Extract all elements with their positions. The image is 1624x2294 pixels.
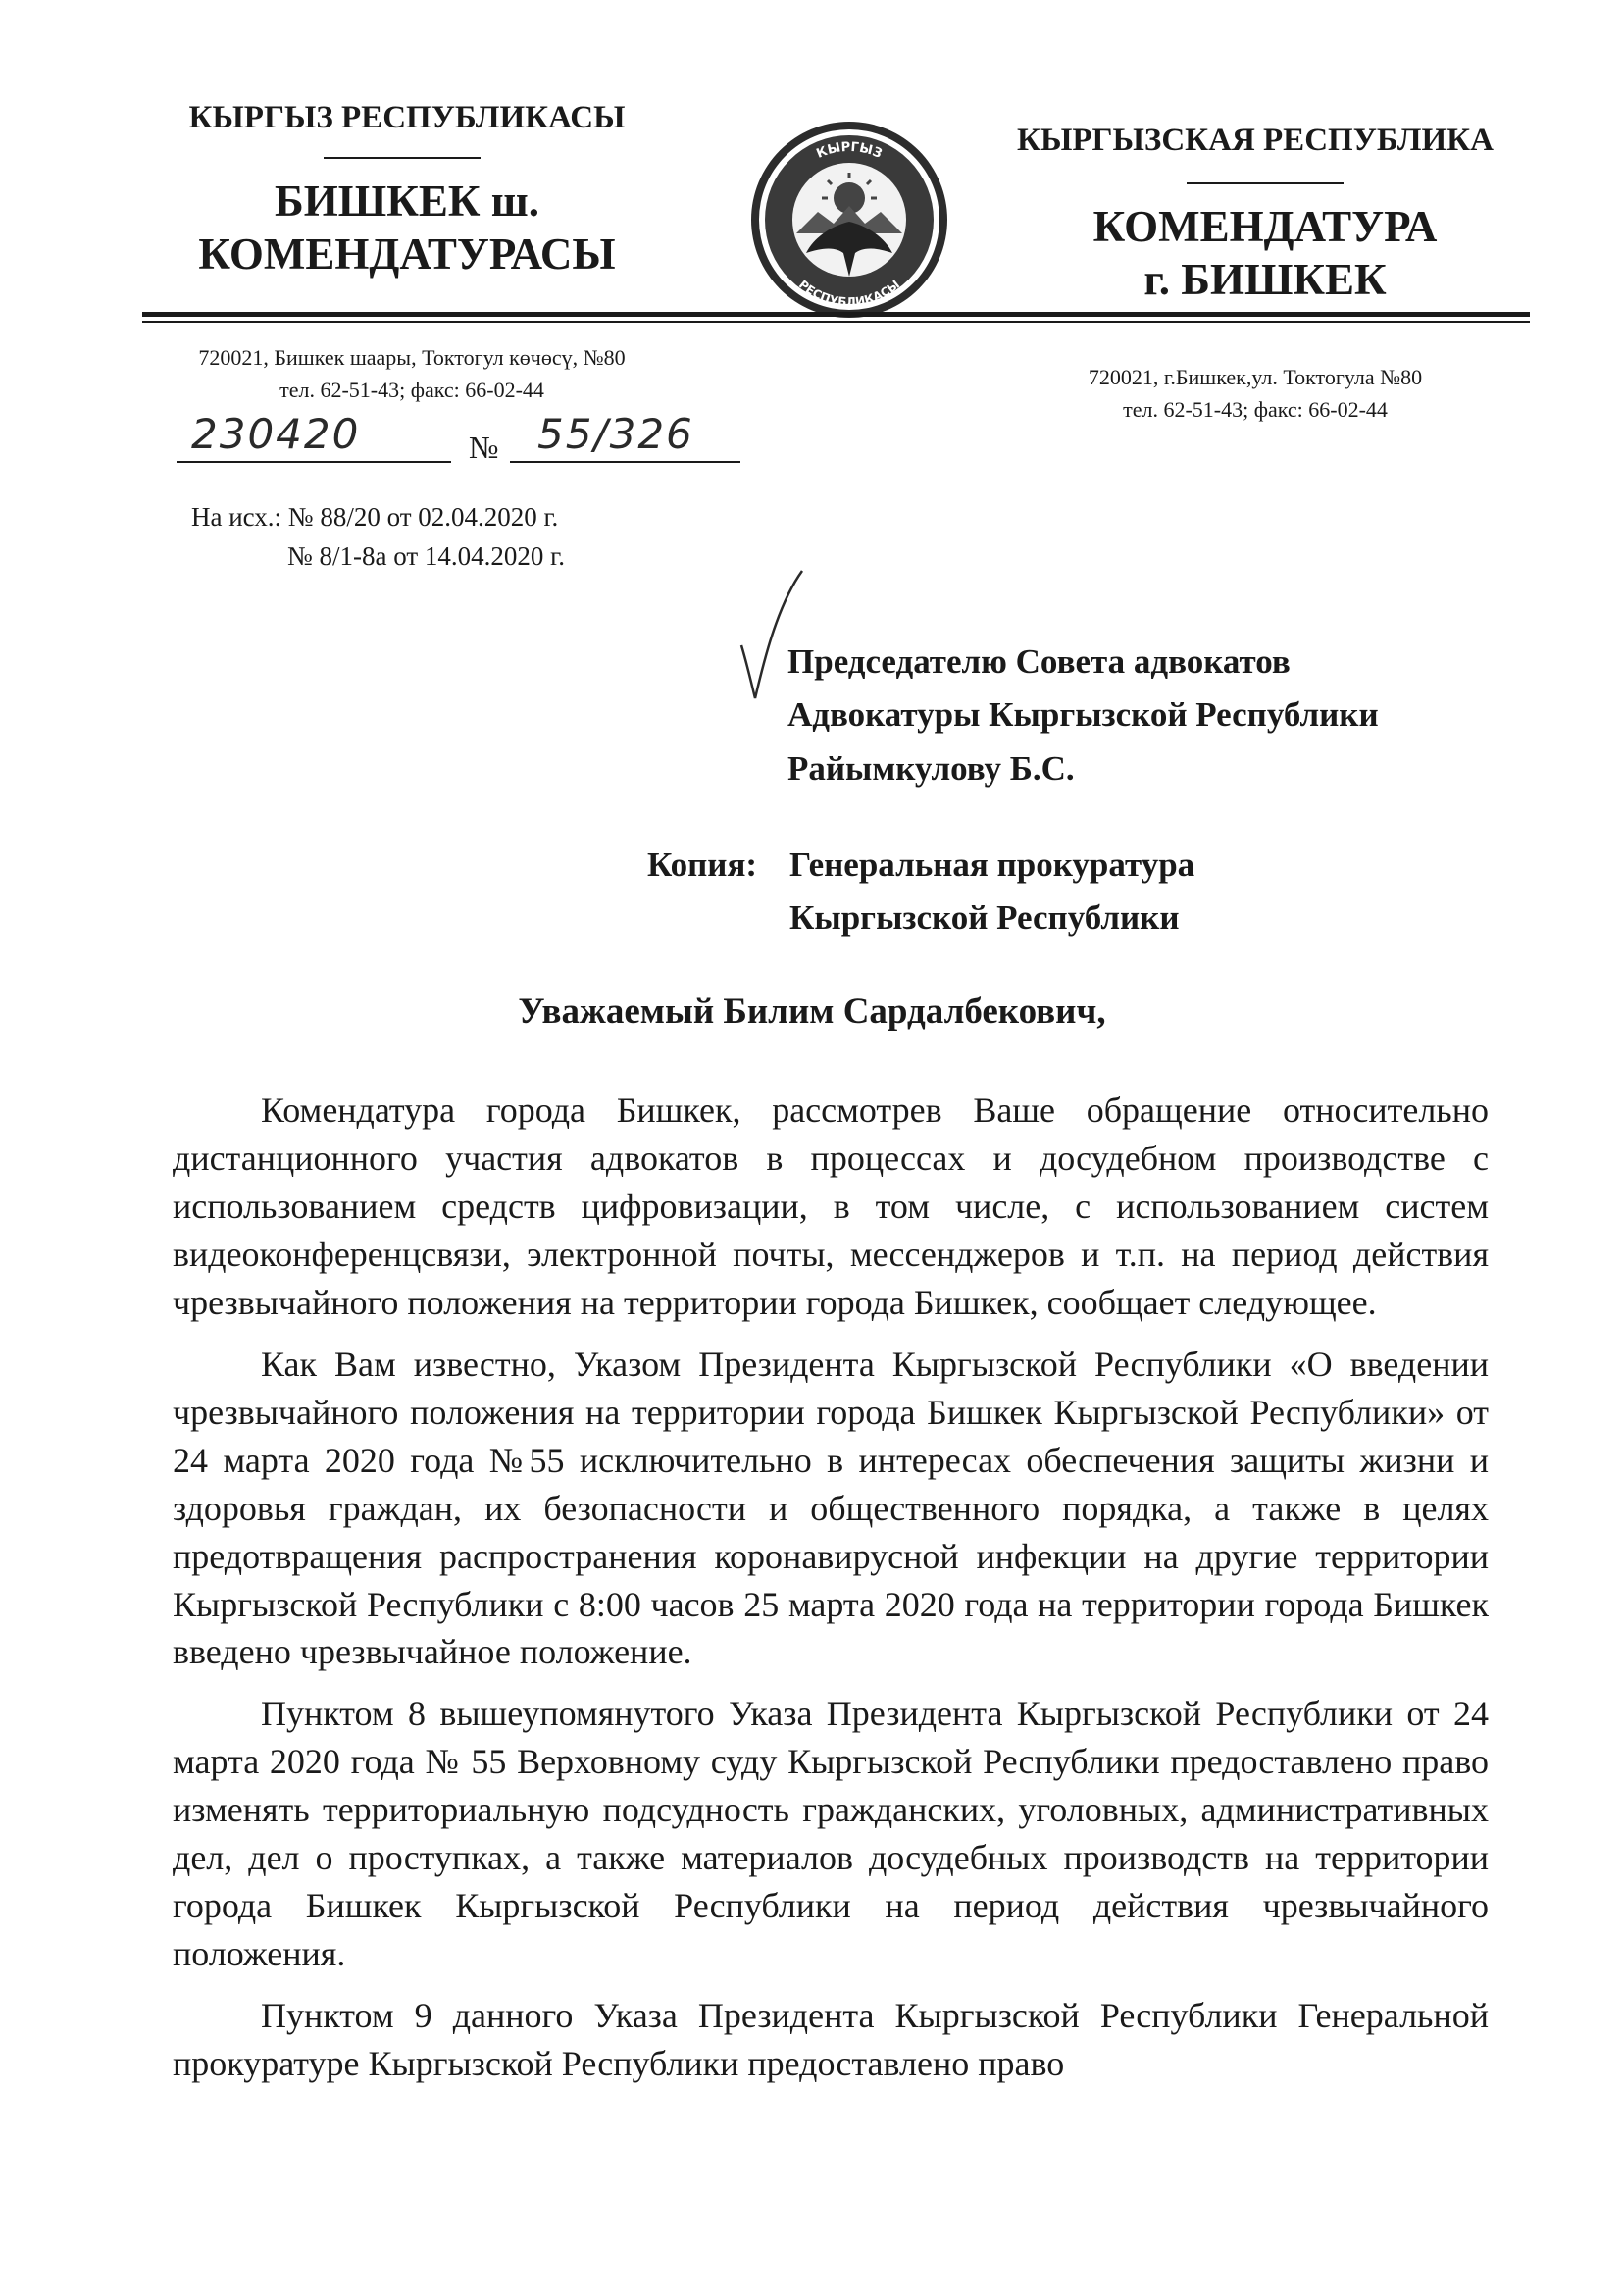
header-left-office-line1: БИШКЕК ш. — [275, 177, 539, 226]
header-left-divider — [324, 157, 481, 159]
addressee — [787, 636, 1379, 795]
emblem-bottom-text: РЕСПУБЛИКАСЫ — [795, 277, 903, 310]
header-right-address-line2: тел. 62-51-43; факс: 66-02-44 — [1123, 397, 1388, 422]
emblem-top-text: КЫРГЫЗ — [814, 139, 885, 162]
coat-of-arms-icon — [745, 116, 953, 324]
registration-date: 230420 — [191, 410, 361, 458]
header-rule-thin — [142, 321, 1530, 323]
header-left-address-line2: тел. 62-51-43; факс: 66-02-44 — [279, 378, 544, 402]
copy-label: Копия: — [647, 845, 758, 884]
reference-line2: № 8/1-8а от 14.04.2020 г. — [287, 541, 565, 571]
header-right-address — [1030, 361, 1481, 426]
header-right-office-line1: КОМЕНДАТУРА — [1092, 202, 1438, 251]
addressee-line2: Адвокатуры Кыргызской Республики — [787, 695, 1379, 735]
header-left-country: КЫРГЫЗ РЕСПУБЛИКАСЫ — [188, 100, 626, 135]
registration-number: 55/326 — [537, 410, 694, 458]
reference-line1: На исх.: № 88/20 от 02.04.2020 г. — [191, 502, 559, 532]
header-right-divider — [1187, 182, 1344, 184]
copy-recipient — [789, 839, 1194, 945]
copy-line1: Генеральная прокуратура — [789, 845, 1195, 884]
header-right-address-line1: 720021, г.Бишкек,ул. Токтогула №80 — [1088, 365, 1423, 389]
header-left-address-line1: 720021, Бишкек шаары, Токтогул көчөсү, №80 — [198, 345, 626, 370]
header-left-office — [147, 175, 667, 280]
header-left-office-line2: КОМЕНДАТУРАСЫ — [198, 229, 616, 279]
addressee-line1: Председателю Совета адвокатов — [787, 642, 1291, 681]
header-left-address — [147, 341, 677, 406]
registration-number-sign: № — [469, 430, 499, 465]
registration-number-underline — [510, 461, 740, 463]
paragraph: Пунктом 9 данного Указа Президента Кыргызской Республики Генеральной прокуратуре Кыргызской Республики предоставлено право — [173, 1996, 1489, 2084]
paragraph: Как Вам известно, Указом Президента Кыргызской Республики «О введении чрезвычайного положения на территории города Бишкек Кыргызской Республики» от 24 марта 2020 года №55 исключительно в интересах обеспечения защиты жизни и здоровья граждан, их безопасности и общественного порядка, а также в целях предотвращения распространения коронавирусной инфекции на другие территории Кыргызской Республики с 8:00 часов 25 марта 2020 года на территории города Бишкек введено чрезвычайное положение. — [173, 1344, 1489, 1672]
header-rule-thick — [142, 312, 1530, 317]
salutation: Уважаемый Билим Сардалбекович, — [518, 992, 1106, 1032]
header-right-office-line2: г. БИШКЕК — [1143, 255, 1387, 304]
header-right-country: КЫРГЫЗСКАЯ РЕСПУБЛИКА — [1017, 123, 1494, 158]
addressee-line3: Райымкулову Б.С. — [787, 748, 1075, 788]
registration-date-underline — [177, 461, 451, 463]
paragraph: Пунктом 8 вышеупомянутого Указа Президента Кыргызской Республики от 24 марта 2020 года № 55 Верховному суду Кыргызской Республики предоставлено право изменять территориальную подсудность гражданских, уголовных, административных дел, дел о проступках, а также материалов досудебных производств на территории города Бишкек Кыргызской Республики на период действия чрезвычайного положения. — [173, 1694, 1489, 1974]
paragraph: Комендатура города Бишкек, рассмотрев Ваше обращение относительно дистанционного участия адвокатов в процессах и досудебном производстве с использованием средств цифровизации, в том числе, с использованием систем видеоконференцсвязи, электронной почты, мессенджеров и т.п. на период действия чрезвычайного положения на территории города Бишкек, сообщает следующее. — [173, 1091, 1489, 1322]
copy-line2: Кыргызской Республики — [789, 898, 1180, 938]
header-right-office — [990, 200, 1540, 306]
letter-body — [173, 1087, 1489, 2088]
